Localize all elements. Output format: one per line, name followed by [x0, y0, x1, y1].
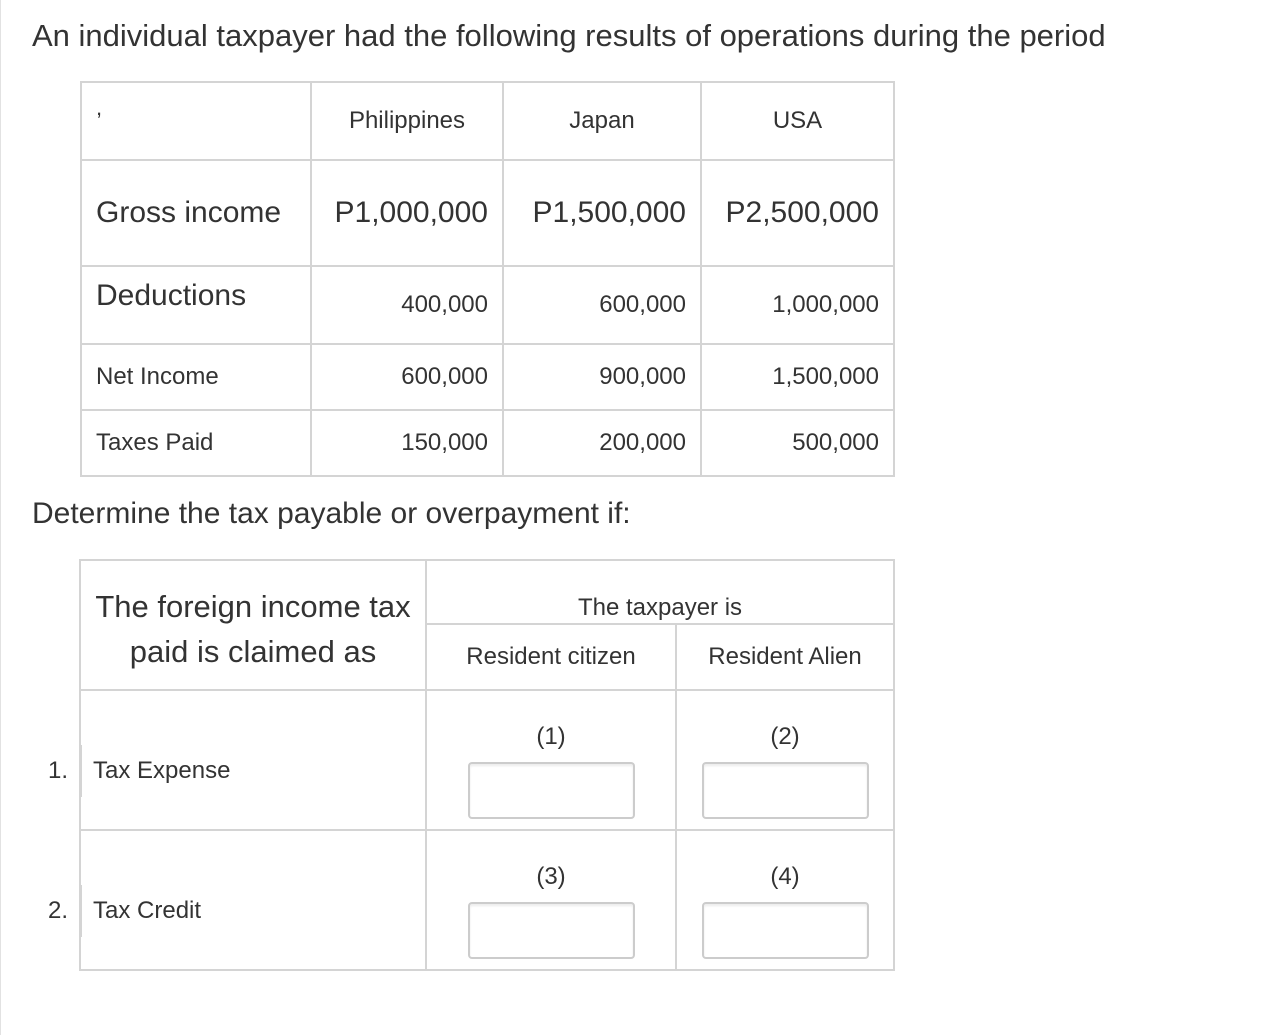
column-header-philippines: Philippines: [311, 82, 503, 160]
cell-value: 200,000: [503, 410, 701, 476]
answer-input-3[interactable]: [468, 902, 635, 959]
answer-row-tax-expense: [80, 690, 894, 830]
cell-value: 600,000: [311, 344, 503, 410]
cell-value: 1,500,000: [701, 344, 894, 410]
answer-cell-4: [676, 830, 894, 970]
option-number: 1.: [48, 757, 69, 784]
cell-value: 1,000,000: [701, 266, 894, 344]
cell-value: 900,000: [503, 344, 701, 410]
option-divider: [81, 885, 82, 937]
row-label-net-income: Net Income: [81, 344, 311, 410]
answer-cell-1: [426, 690, 676, 830]
column-header-resident-citizen: Resident citizen: [426, 624, 676, 690]
answer-row-tax-credit: [80, 830, 894, 970]
table-row: [81, 344, 894, 410]
answer-table: [48, 559, 895, 971]
left-border: [0, 0, 1, 1035]
answer-input-4[interactable]: [702, 902, 869, 959]
answer-cell-3: [426, 830, 676, 970]
cell-value: 400,000: [311, 266, 503, 344]
option-number: 2.: [48, 897, 69, 924]
answer-cell-2: [676, 690, 894, 830]
results-table: [80, 81, 895, 477]
cell-value: P2,500,000: [701, 160, 894, 266]
column-header-japan: Japan: [503, 82, 701, 160]
part-label: (1): [536, 723, 566, 750]
cell-value: 600,000: [503, 266, 701, 344]
option-label: Tax Expense: [93, 757, 231, 784]
question-title: An individual taxpayer had the following results of operations during the period: [32, 18, 1106, 53]
part-label: (2): [770, 723, 800, 750]
row-label-taxes-paid: Taxes Paid: [81, 410, 311, 476]
row-label-gross-income: Gross income: [81, 160, 311, 266]
table-header-row: [81, 82, 894, 160]
question-prompt: Determine the tax payable or overpayment if:: [32, 497, 631, 530]
claim-header: The foreign income tax paid is claimed as: [80, 560, 426, 690]
table-row: [81, 266, 894, 344]
option-tax-credit: [48, 830, 426, 970]
row-label-deductions: Deductions: [81, 266, 311, 344]
table-row: [81, 160, 894, 266]
option-divider: [81, 745, 82, 797]
cell-value: 150,000: [311, 410, 503, 476]
answer-input-2[interactable]: [702, 762, 869, 819]
column-header-resident-alien: Resident Alien: [676, 624, 894, 690]
cell-value: P1,000,000: [311, 160, 503, 266]
option-tax-expense: [48, 690, 426, 830]
taxpayer-header: The taxpayer is: [426, 560, 894, 624]
column-header-usa: USA: [701, 82, 894, 160]
cell-value: P1,500,000: [503, 160, 701, 266]
corner-cell: ,: [81, 82, 311, 160]
option-label: Tax Credit: [93, 897, 202, 924]
part-label: (4): [770, 863, 800, 890]
cell-value: 500,000: [701, 410, 894, 476]
table-row: [81, 410, 894, 476]
answer-input-1[interactable]: [468, 762, 635, 819]
part-label: (3): [536, 863, 566, 890]
